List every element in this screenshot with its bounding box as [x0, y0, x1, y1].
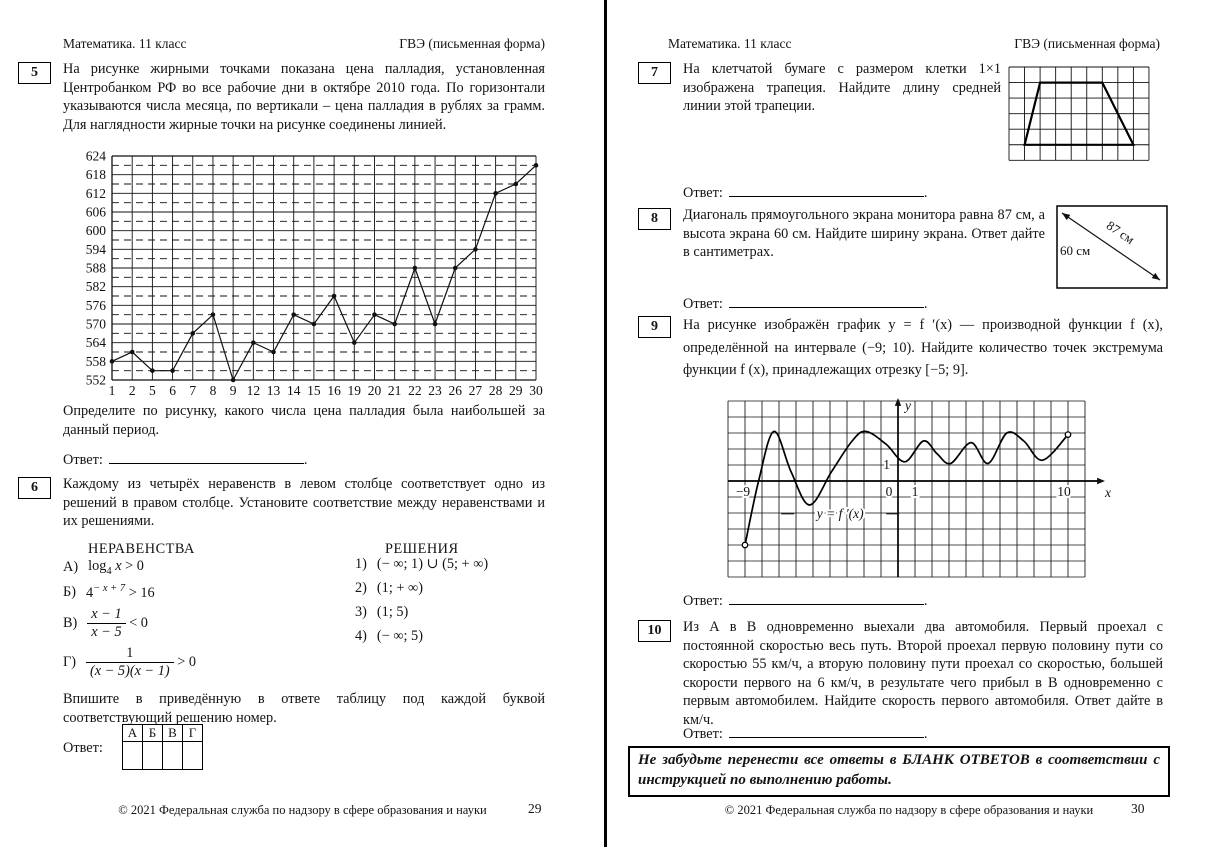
- svg-text:30: 30: [529, 383, 543, 398]
- answer-key-header-a: А: [123, 725, 143, 742]
- svg-text:y = f ′(x): y = f ′(x): [816, 505, 864, 521]
- answer-key-header-g: Г: [183, 725, 203, 742]
- svg-text:28: 28: [488, 383, 503, 398]
- svg-text:19: 19: [347, 383, 362, 398]
- answer-key-cell-g: [183, 742, 203, 770]
- svg-text:10: 10: [1057, 484, 1071, 499]
- inequality-v-formula: $\frac{x - 1}{x - 5}$ < 0: [87, 607, 148, 640]
- problem-8-answer-line: [683, 294, 927, 313]
- problem-9-text: На рисунке изображён график y = f ′(x) — производной функции f (x), определённой на интервале (−9; 10). Найдите количество точек экстремума функции f (x), принадлежащих отрезку [−5; 9].: [683, 317, 1163, 378]
- problem-5-answer-line: [63, 450, 307, 469]
- problem-5-question: Определите по рисунку, какого числа цена палладия была наибольшей за данный период.: [63, 403, 545, 438]
- svg-text:16: 16: [327, 383, 341, 398]
- solution-4: 4) (− ∞; 5): [355, 628, 423, 644]
- answer-label: Ответ:: [63, 452, 103, 468]
- inequality-b-label: Б): [63, 583, 76, 600]
- answer-blank: [729, 294, 924, 308]
- svg-text:624: 624: [85, 148, 106, 164]
- svg-text:0: 0: [885, 484, 893, 499]
- header-subject: Математика. 11 класс: [63, 36, 187, 51]
- problem-5-text: На рисунке жирными точками показана цена палладия, установленная Центробанком РФ во все рабочие дни в октябре 2010 года. По горизонтали указываются числа месяца, по вертикали – цена палладия в рублях за грамм. Для наглядности жирные точки на рисунке соединены линией.: [63, 61, 545, 133]
- svg-text:27: 27: [468, 383, 483, 398]
- svg-text:22: 22: [408, 383, 422, 398]
- solutions-list: [355, 556, 488, 652]
- header-subject: Математика. 11 класс: [668, 36, 792, 51]
- svg-text:576: 576: [85, 297, 106, 313]
- transfer-answers-note: Не забудьте перенести все ответы в БЛАНК ОТВЕТОВ в соответствии с инструкцией по выполнению работы.: [628, 746, 1170, 797]
- problem-6-instruction: Впишите в приведённую в ответе таблицу под каждой буквой соответствующий решению номер.: [63, 691, 545, 726]
- svg-text:558: 558: [85, 353, 106, 369]
- svg-text:1: 1: [911, 484, 919, 499]
- inequality-a-label: А): [63, 558, 79, 575]
- answer-label: Ответ:: [683, 185, 723, 201]
- page-footer: © 2021 Федеральная служба по надзору в сфере образования и науки: [118, 803, 487, 817]
- problem-9-number: 9: [638, 316, 671, 338]
- header-exam-form: ГВЭ (письменная форма): [1014, 36, 1160, 51]
- svg-text:60 см: 60 см: [1060, 243, 1091, 258]
- svg-text:14: 14: [286, 383, 301, 398]
- solution-2: 2) (1; + ∞): [355, 580, 423, 596]
- solutions-column-title: РЕШЕНИЯ: [385, 541, 459, 557]
- svg-text:612: 612: [85, 185, 106, 201]
- inequality-b: [63, 583, 155, 602]
- problem-10-number: 10: [638, 620, 671, 642]
- answer-label: Ответ:: [683, 726, 723, 742]
- svg-text:23: 23: [428, 383, 442, 398]
- monitor-figure: [1056, 205, 1169, 290]
- answer-key-cell-b: [143, 742, 163, 770]
- problem-6-number: 6: [18, 477, 51, 499]
- inequality-v: [63, 607, 148, 640]
- answer-label: Ответ:: [683, 593, 723, 609]
- svg-text:26: 26: [448, 383, 462, 398]
- svg-text:87 см: 87 см: [1103, 217, 1138, 248]
- answer-key-table: [122, 724, 203, 770]
- answer-suffix: .: [303, 452, 308, 468]
- page-header: [668, 36, 1160, 52]
- answer-key-cell-a: [123, 742, 143, 770]
- problem-8-number: 8: [638, 208, 671, 230]
- problem-10-text: Из А в В одновременно выехали два автомобиля. Первый проехал с постоянной скоростью весь путь. Второй проехал первую половину пути со скоростью 55 км/ч, а вторую половину пути проехал со скоростью, большей скорости первого на 6 км/ч, в результате чего прибыл в В одновременно с первым автомобилем. Найдите скорость первого автомобиля. Ответ дайте в км/ч.: [683, 619, 1163, 728]
- inequality-a: [63, 558, 144, 577]
- derivative-graph: [724, 397, 1124, 593]
- problem-7-answer-line: [683, 183, 927, 202]
- answer-blank: [729, 724, 924, 738]
- inequality-b-formula: $4^{- x + 7} > 16$: [85, 583, 155, 601]
- svg-text:29: 29: [509, 383, 523, 398]
- svg-text:1: 1: [108, 383, 116, 398]
- answer-suffix: .: [923, 185, 928, 201]
- svg-text:606: 606: [85, 204, 106, 220]
- inequality-g-label: Г): [63, 654, 77, 670]
- answer-suffix: .: [923, 593, 928, 609]
- answer-label: Ответ:: [683, 296, 723, 312]
- svg-text:13: 13: [266, 383, 281, 398]
- answer-key-header-v: В: [163, 725, 183, 742]
- svg-text:588: 588: [85, 260, 106, 276]
- svg-text:564: 564: [85, 335, 106, 351]
- svg-text:2: 2: [128, 383, 136, 398]
- inequalities-column-title: НЕРАВЕНСТВА: [88, 541, 195, 557]
- svg-text:20: 20: [367, 383, 382, 398]
- answer-blank: [109, 450, 304, 464]
- inequality-g-formula: $\frac{1}{(x - 5)(x - 1)}$ > 0: [86, 646, 196, 679]
- problem-7-number: 7: [638, 62, 671, 84]
- answer-key-header-b: Б: [143, 725, 163, 742]
- problem-7-text: На клетчатой бумаге с размером клетки 1×1 изображена трапеция. Найдите длину средней линии этой трапеции.: [683, 61, 1001, 115]
- page-footer: © 2021 Федеральная служба по надзору в сфере образования и науки: [724, 803, 1094, 817]
- answer-key-cell-v: [163, 742, 183, 770]
- trapezoid-figure: [1008, 66, 1150, 162]
- problem-10-answer-line: [683, 724, 927, 743]
- svg-text:618: 618: [85, 167, 106, 183]
- problem-9-answer-line: [683, 591, 927, 610]
- svg-text:1: 1: [883, 457, 890, 472]
- svg-text:594: 594: [85, 241, 106, 257]
- problem-6-text: Каждому из четырёх неравенств в левом столбце соответствует одно из решений в правом столбце. Установите соответствие между неравенствами и их решениями.: [63, 476, 545, 530]
- answer-blank: [729, 183, 924, 197]
- svg-text:552: 552: [85, 372, 106, 388]
- page-29: [0, 0, 605, 847]
- page-number: 30: [1131, 801, 1145, 816]
- svg-text:582: 582: [85, 279, 106, 295]
- svg-text:y: y: [905, 398, 911, 413]
- svg-text:9: 9: [229, 383, 237, 398]
- problem-8-text: Диагональ прямоугольного экрана монитора равна 87 см, а высота экрана 60 см. Найдите ширину экрана. Ответ дайте в сантиметрах.: [683, 207, 1045, 261]
- answer-key-input-row: [123, 742, 203, 770]
- svg-text:21: 21: [387, 383, 402, 398]
- svg-text:7: 7: [189, 383, 197, 398]
- header-exam-form: ГВЭ (письменная форма): [399, 36, 545, 51]
- inequality-g: [63, 646, 196, 679]
- page-header: [63, 36, 545, 52]
- solution-3: 3) (1; 5): [355, 604, 409, 620]
- inequality-a-formula: $\log_4 x > 0$: [88, 558, 144, 577]
- svg-text:8: 8: [209, 383, 217, 398]
- palladium-chart: [84, 146, 546, 398]
- svg-text:6: 6: [169, 383, 176, 398]
- answer-blank: [729, 591, 924, 605]
- answer-suffix: .: [923, 296, 928, 312]
- svg-text:15: 15: [307, 383, 321, 398]
- page-30: [607, 0, 1211, 847]
- problem-6-answer-label: Ответ:: [63, 740, 103, 756]
- svg-text:570: 570: [85, 316, 106, 332]
- svg-text:x: x: [1105, 485, 1111, 500]
- answer-suffix: .: [923, 726, 928, 742]
- svg-text:−9: −9: [735, 484, 751, 499]
- svg-text:600: 600: [85, 223, 106, 239]
- solution-1: 1) (− ∞; 1) ∪ (5; + ∞): [355, 556, 489, 572]
- svg-text:5: 5: [149, 383, 156, 398]
- problem-5-number: 5: [18, 62, 51, 84]
- page-number: 29: [528, 801, 542, 816]
- inequality-v-label: В): [63, 615, 78, 631]
- answer-key-header-row: [123, 725, 203, 742]
- svg-text:12: 12: [246, 383, 261, 398]
